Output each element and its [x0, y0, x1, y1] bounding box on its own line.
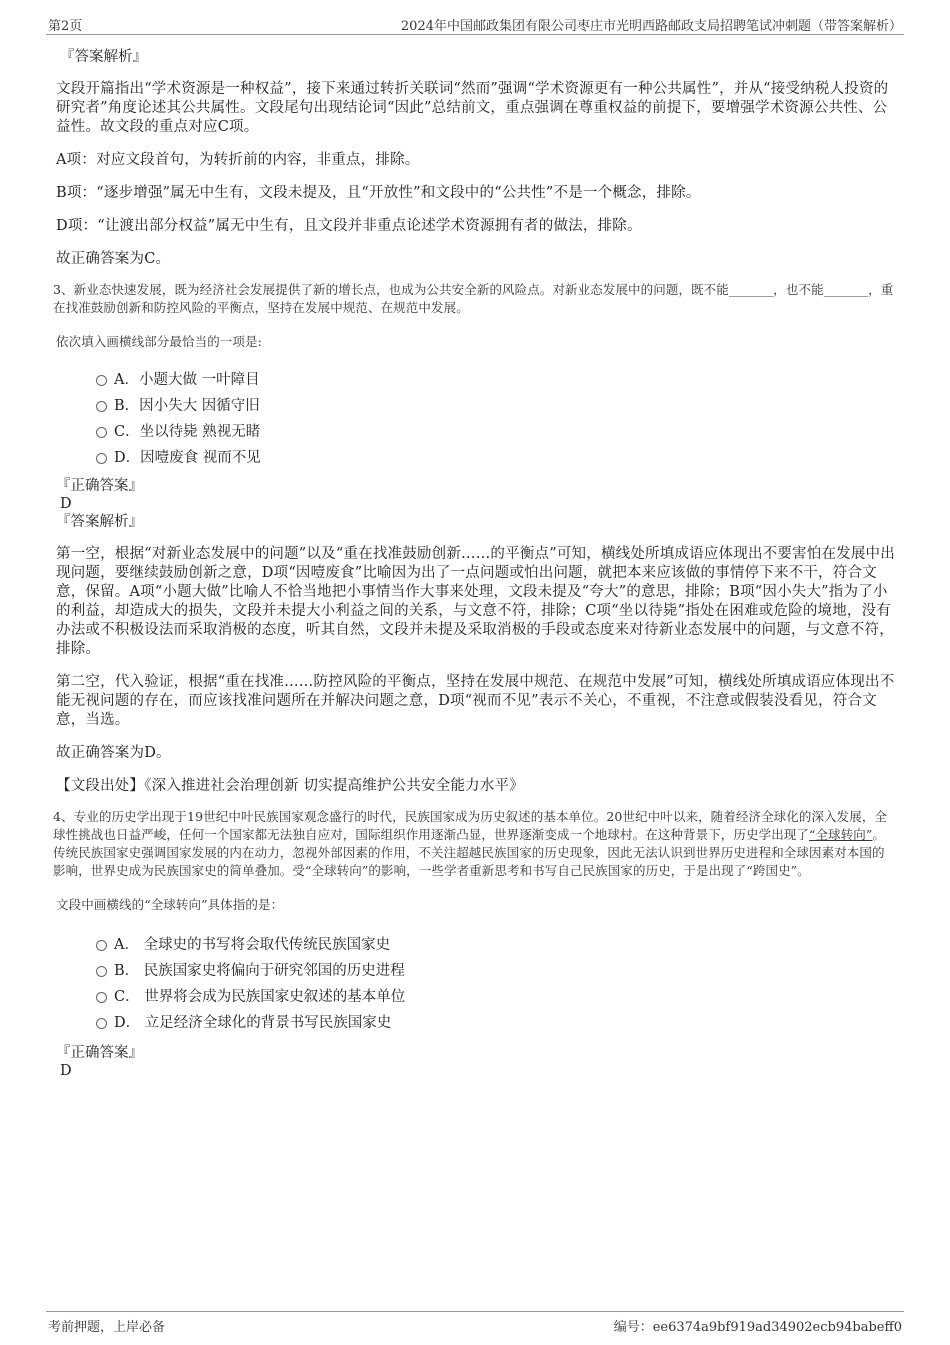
radio-icon[interactable]	[96, 427, 107, 438]
q4-answer: D	[60, 1063, 72, 1079]
q3-answer-label: 『正确答案』	[56, 478, 143, 494]
radio-icon[interactable]	[96, 453, 107, 464]
q3-option-c[interactable]: C．坐以待毙 熟视无睹	[96, 419, 896, 445]
page-footer	[46, 1311, 904, 1336]
footer-slogan: 考前押题，上岸必备	[48, 1320, 166, 1335]
page-header	[46, 12, 904, 35]
q3-analysis-paragraph-2: 第二空，代入验证，根据“重在找准……防控风险的平衡点，坚持在发展中规范、在规范中发展”可知，横线处所填成语应体现出不能无视问题的存在，而应该找准问题所在并解决问题之意，D项“视而不见”表示不关心，不重视，不注意或假装没看见，符合文意，当选。	[56, 674, 895, 728]
radio-icon[interactable]	[96, 401, 107, 412]
q2-analysis-option-d: D项：“让渡出部分权益”属无中生有，且文段并非重点论述学术资源拥有者的做法，排除。	[56, 218, 642, 234]
q4-option-d[interactable]: D． 立足经济全球化的背景书写民族国家史	[96, 1010, 896, 1036]
q4-option-c[interactable]: C． 世界将会成为民族国家史叙述的基本单位	[96, 984, 896, 1010]
document-title: 2024年中国邮政集团有限公司枣庄市光明西路邮政支局招聘笔试冲刺题（带答案解析）	[400, 19, 902, 34]
q4-answer-label: 『正确答案』	[56, 1045, 143, 1061]
q2-analysis-paragraph: 文段开篇指出“学术资源是一种权益”，接下来通过转折关联词“然而”强调“学术资源更有一种公共属性”，并从“接受纳税人投资的研究者”角度论述其公共属性。文段尾句出现结论词“因此”总结前文，重点强调在尊重权益的前提下，要增强学术资源公共性、公益性。故文段的重点对应C项。	[56, 81, 889, 135]
q2-analysis-label: 『答案解析』	[60, 49, 147, 65]
q2-analysis-option-b: B项：“逐步增强”属无中生有，文段未提及，且“开放性”和文段中的“公共性”不是一个概念，排除。	[56, 185, 701, 201]
q3-analysis-paragraph-1: 第一空，根据“对新业态发展中的问题”以及“重在找准鼓励创新……的平衡点”可知，横线处所填成语应体现出不要害怕在发展中出现问题，要继续鼓励创新之意，D项“因噎废食”比喻因为出了一点问题或怕出问题，就把本来应该做的事情停下来不干，符合文意，保留。A项“小题大做”比喻人不恰当地把小事情当作大事来处理，文段未提及“夸大”的意思，排除；B项“因小失大”指为了小的利益，却造成大的损失，文段并未提大小利益之间的关系，与文意不符，排除；C项“坐以待毙”指处在困难或危险的境地，没有办法或不积极设法而采取消极的态度，听其自然，文段并未提及采取消极的手段或态度来对待新业态发展中的问题，与文意不符，排除。	[56, 546, 895, 657]
radio-icon[interactable]	[96, 1018, 107, 1029]
q3-option-a[interactable]: A．小题大做 一叶障目	[96, 367, 896, 393]
q4-option-a[interactable]: A． 全球史的书写将会取代传统民族国家史	[96, 932, 896, 958]
radio-icon[interactable]	[96, 966, 107, 977]
q3-stem: 3、新业态快速发展，既为经济社会发展提供了新的增长点，也成为公共安全新的风险点。对新业态发展中的问题，既不能_______，也不能_______，重在找准鼓励创新和防控风险的平衡点，坚持在发展中规范、在规范中发展。	[53, 282, 894, 315]
q4-underlined-term: “全球转向”	[809, 827, 873, 842]
q3-prompt: 依次填入画横线部分最恰当的一项是:	[56, 334, 262, 349]
radio-icon[interactable]	[96, 992, 107, 1003]
page-number: 第2页	[48, 19, 83, 34]
main-content	[53, 48, 896, 1080]
q4-prompt: 文段中画横线的“全球转向”具体指的是：	[56, 897, 284, 912]
radio-icon[interactable]	[96, 940, 107, 951]
q4-stem: 4、专业的历史学出现于19世纪中叶民族国家观念盛行的时代，民族国家成为历史叙述的基本单位。20世纪中叶以来，随着经济全球化的深入发展，全球性挑战也日益严峻，任何一个国家都无法独自应对，国际组织作用逐渐凸显，世界逐渐变成一个地球村。在这种背景下，历史学出现了“全球转向”。传统民族国家史强调国家发展的内在动力，忽视外部因素的作用，不关注超越民族国家的历史现象，因此无法认识到世界历史进程和全球因素对本国的影响，世界史成为民族国家史的简单叠加。受“全球转向”的影响，一些学者重新思考和书写自己民族国家的历史，于是出现了“跨国史”。	[53, 809, 888, 878]
q3-source: 【文段出处】《深入推进社会治理创新 切实提高维护公共安全能力水平》	[56, 778, 524, 794]
q3-options	[96, 367, 896, 471]
document-id: 编号：ee6374a9bf919ad34902ecb94babeff0	[613, 1320, 902, 1335]
q2-analysis-option-a: A项：对应文段首句，为转折前的内容，非重点，排除。	[56, 152, 420, 168]
q3-conclusion: 故正确答案为D。	[56, 745, 171, 761]
radio-icon[interactable]	[96, 375, 107, 386]
q3-answer: D	[60, 496, 72, 512]
q2-conclusion: 故正确答案为C。	[56, 251, 171, 267]
q3-option-b[interactable]: B．因小失大 因循守旧	[96, 393, 896, 419]
q3-analysis-label: 『答案解析』	[56, 514, 143, 530]
q3-option-d[interactable]: D．因噎废食 视而不见	[96, 445, 896, 471]
q4-option-b[interactable]: B． 民族国家史将偏向于研究邻国的历史进程	[96, 958, 896, 984]
q4-options	[96, 932, 896, 1036]
